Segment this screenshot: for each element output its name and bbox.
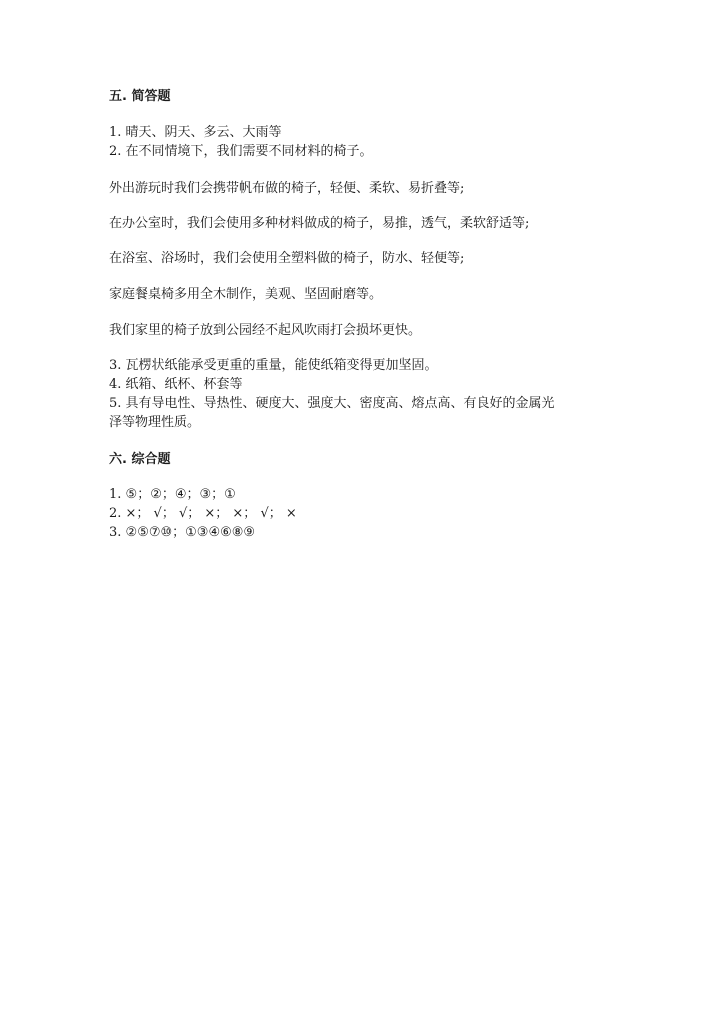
answer-2-paragraph-park: 我们家里的椅子放到公园经不起风吹雨打会损坏更快。 bbox=[109, 323, 422, 338]
section-heading-comprehensive: 六. 综合题 bbox=[109, 452, 171, 467]
answer-5-line-1: 5. 具有导电性、导热性、硬度大、强度大、密度高、熔点高、有良好的金属光 bbox=[109, 396, 555, 411]
answer-2: 2. 在不同情境下，我们需要不同材料的椅子。 bbox=[109, 144, 373, 159]
comprehensive-answer-3: 3. ②⑤⑦⑩；①③④⑥⑧⑨ bbox=[109, 525, 256, 540]
comprehensive-answer-2: 2. ×； √； √； ×； ×； √； × bbox=[109, 506, 297, 521]
answer-3: 3. 瓦楞状纸能承受更重的重量，能使纸箱变得更加坚固。 bbox=[109, 358, 438, 373]
answer-2-paragraph-dining: 家庭餐桌椅多用全木制作，美观、坚固耐磨等。 bbox=[109, 287, 383, 302]
answer-2-paragraph-office: 在办公室时，我们会使用多种材料做成的椅子，易推，透气，柔软舒适等; bbox=[109, 216, 530, 231]
comprehensive-answer-1: 1. ⑤；②；④；③；① bbox=[109, 487, 236, 502]
answer-4: 4. 纸箱、纸杯、杯套等 bbox=[109, 377, 243, 392]
answer-5-line-2: 泽等物理性质。 bbox=[109, 415, 201, 430]
answer-2-paragraph-bathroom: 在浴室、浴场时，我们会使用全塑料做的椅子，防水、轻便等; bbox=[109, 251, 465, 266]
section-heading-short-answer: 五. 简答题 bbox=[109, 89, 171, 104]
answer-1: 1. 晴天、阴天、多云、大雨等 bbox=[109, 125, 282, 140]
answer-2-paragraph-outdoor: 外出游玩时我们会携带帆布做的椅子，轻便、柔软、易折叠等; bbox=[109, 181, 465, 196]
